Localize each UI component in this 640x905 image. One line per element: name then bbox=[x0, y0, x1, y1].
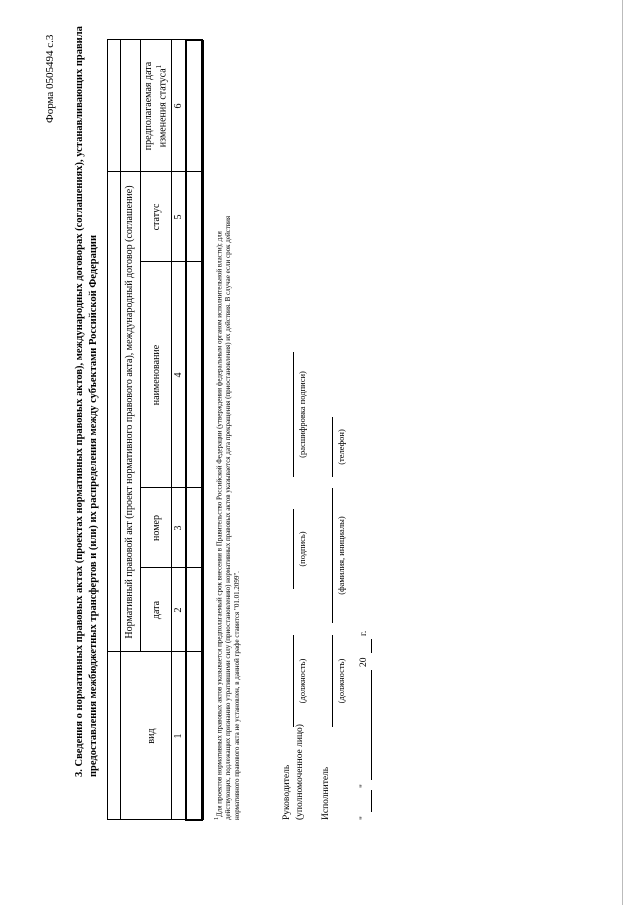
col-num-6: 6 bbox=[173, 103, 184, 109]
date-year-prefix: 20 bbox=[359, 657, 369, 667]
date-line bbox=[360, 420, 374, 820]
col-header-date: дата bbox=[151, 600, 162, 620]
executor-name-line bbox=[332, 488, 333, 623]
head-position-caption: (должность) bbox=[297, 658, 307, 704]
head-label-line-1: Руководитель bbox=[282, 764, 292, 820]
head-signature-line bbox=[293, 509, 294, 589]
col-header-expected-date-line-1: предполагаемая дата bbox=[143, 61, 154, 151]
executor-label: Исполнитель bbox=[321, 766, 331, 820]
col-header-expected-date-line-2 bbox=[156, 40, 168, 172]
footnote-ref: 1 bbox=[155, 64, 163, 69]
date-open-quote: " bbox=[359, 816, 369, 820]
executor-position-line bbox=[332, 635, 333, 727]
footnote-line-2: действующих, подлежащих признанию утратившими силу (приостановлению) нормативных правовых актов указывается дата прекращения (приостановления) их действия. В случае если срок действия bbox=[224, 215, 233, 820]
col-header-number: номер bbox=[151, 515, 162, 541]
scan-edge bbox=[622, 0, 623, 905]
col-header-kind: вид bbox=[146, 728, 157, 744]
date-year-suffix: г. bbox=[359, 630, 369, 636]
head-signature-caption: (подпись) bbox=[297, 531, 307, 567]
head-label-line-2: (уполномоченное лицо) bbox=[295, 724, 305, 820]
col-num-4: 4 bbox=[173, 372, 184, 378]
col-num-3: 3 bbox=[173, 525, 184, 531]
footnote bbox=[213, 30, 242, 820]
footnote-line-1 bbox=[213, 30, 224, 820]
executor-position-caption: (должность) bbox=[336, 658, 346, 704]
date-close-quote: " bbox=[359, 784, 369, 788]
footnote-marker: 1 bbox=[214, 817, 220, 820]
col-num-5: 5 bbox=[173, 214, 184, 220]
footnote-line-1-text: Для проектов нормативных правовых актов указывается предполагаемый срок внесения в Правительство Российской Федерации (утверждения федеральным органом исполнительной власти); для bbox=[215, 231, 224, 817]
col-header-status: статус bbox=[151, 203, 162, 231]
head-position-line bbox=[293, 635, 294, 727]
col-num-2: 2 bbox=[173, 607, 184, 613]
col-num-1: 1 bbox=[173, 733, 184, 739]
footnote-line-3: нормативного правового акта не установлен, в данной графе ставится "01.01.2099". bbox=[233, 571, 242, 820]
col-header-expected-date-text: изменения статуса bbox=[157, 68, 169, 148]
entry-row-frame bbox=[185, 39, 203, 821]
col-header-name: наименование bbox=[151, 344, 162, 406]
executor-phone-caption: (телефон) bbox=[336, 429, 346, 465]
executor-phone-line bbox=[332, 417, 333, 477]
section-title-line-2: предоставления межбюджетных трансфертов и (или) их распределения между субъектами Российской Федерации bbox=[88, 234, 99, 777]
section-title-line-1: 3. Сведения о нормативных правовых актах (проектах нормативных правовых актов), международных договорах (соглашениях), устанавливающих правила bbox=[74, 26, 85, 777]
executor-name-caption: (фамилия, инициалы) bbox=[336, 516, 346, 595]
head-transcript-line bbox=[293, 352, 294, 477]
head-transcript-caption: (расшифровка подписи) bbox=[297, 371, 307, 458]
form-code: Форма 0505494 с.3 bbox=[44, 34, 56, 123]
group-header: Нормативный правовой акт (проект нормативного правового акта), международный договор (соглашение) bbox=[124, 185, 135, 639]
